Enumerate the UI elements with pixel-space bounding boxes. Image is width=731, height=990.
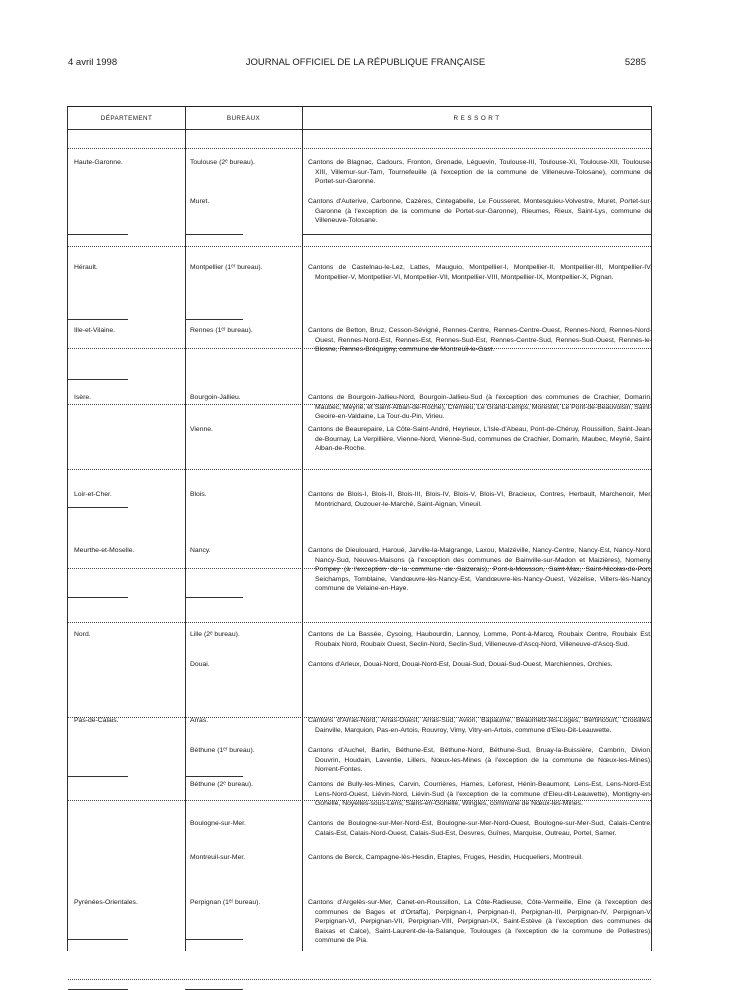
ressort-cell: Cantons d'Auterive, Carbonne, Cazères, Cintegabelle, Le Fousseret, Montesquieu-Volvestre, Muret, Portet-sur-Garonne (à l'exception de la commune de Portet-sur-Garonne), Rieumes, Rieux, Saint-Lys, commune de Villeneuve-Tolosane. xyxy=(308,198,652,225)
ressort-cell: Cantons de Beaurepaire, La Côte-Saint-André, Heyrieux, L'Isle-d'Abeau, Pont-de-Chéruy, Roussillon, Saint-Jean-de-Bournay, La Verpillière, Vienne-Nord, Vienne-Sud, communes de Crachier, Domarin, Maubec, Meyrié, Saint-Alban-de-Roche. xyxy=(308,426,652,453)
bureau-cell: Béthune (2ᵉ bureau). xyxy=(190,781,253,788)
departement-cell: Nord. xyxy=(74,631,91,638)
departement-cell: Loir-et-Cher. xyxy=(74,491,112,498)
departement-cell: Pyrénées-Orientales. xyxy=(74,899,138,906)
column-header-ressort: R E S S O R T xyxy=(453,115,500,122)
ressort-cell: Cantons de Blois-I, Blois-II, Blois-III, Blois-IV, Blois-V, Blois-VI, Bracieux, Contres, Herbault, Marchenoir, Mer, Montrichard, Ouzouer-le-Marché, Saint-Aignan, Vineuil. xyxy=(308,491,652,508)
bureau-cell: Muret. xyxy=(190,198,210,205)
dotted-separator xyxy=(68,469,651,470)
dotted-separator xyxy=(68,979,651,980)
bureau-cell: Bourgoin-Jallieu. xyxy=(190,394,241,401)
departement-cell: Ille-et-Vilaine. xyxy=(74,327,116,334)
rule-line xyxy=(185,776,243,777)
ressort-cell: Cantons de Castelnau-le-Lez, Lattes, Mauguio, Montpellier-I, Montpellier-II, Montpellier-III, Montpellier-IV, Montpellier-V, Montpellier-VI, Montpellier-VII, Montpellier-VIII, Montpellier-IX, Montpellier-X, Pignan. xyxy=(308,264,652,281)
column-header-departement: DÉPARTEMENT xyxy=(100,115,153,122)
page-number: 5285 xyxy=(624,57,646,68)
rule-line xyxy=(68,234,128,235)
bureau-cell: Vienne. xyxy=(190,426,213,433)
departement-cell: Hérault. xyxy=(74,264,98,271)
ressort-cell: Cantons de La Bassée, Cysoing, Haubourdin, Lannoy, Lomme, Pont-à-Marcq, Roubaix Centre, Roubaix Est, Roubaix Nord, Roubaix Ouest, Seclin-Nord, Seclin-Sud, Villeneuve-d'Ascq-Nord, Villeneuve-d'Ascq-Sud. xyxy=(308,631,652,648)
rule-line xyxy=(68,379,128,380)
ressort-cell: Cantons de Dieulouard, Haroué, Jarville-la-Malgrange, Laxou, Malzéville, Nancy-Centre, Nancy-Est, Nancy-Nord, Nancy-Sud, Neuves-Maisons (à l'exception des communes de Bainville-sur-Madon et Maizières), Nomeny, Pompey (à l'exception de la commune de Saizerais), Pont-à-Mousson, Saint-Max, Saint-Nicolas-de-Port, Seichamps, Tomblaine, Vandœuvre-lès-Nancy-Est, Vandœuvre-lès-Nancy-Ouest, Vézelise, Villers-lès-Nancy, commune de Velaine-en-Haye. xyxy=(308,547,652,593)
dotted-separator xyxy=(68,622,651,623)
rule-line xyxy=(185,319,243,320)
rule-line xyxy=(68,319,128,320)
ressort-cell: Cantons de Betton, Bruz, Cesson-Sévigné, Rennes-Centre, Rennes-Centre-Ouest, Rennes-Nord, Rennes-Nord-Ouest, Rennes-Nord-Est, Rennes-Est, Rennes-Sud-Est, Rennes-Centre-Sud, Rennes-Sud-Ouest, Rennes-le-Blosne, Rennes-Bréquigny, commune de Montreuil-le-Gast. xyxy=(308,327,652,354)
ressort-cell: Cantons de Bourgoin-Jallieu-Nord, Bourgoin-Jallieu-Sud (à l'exception des communes de Crachier, Domarin, Maubec, Meyrié, et Saint-Alban-de-Roche), Crémieu, Le Grand-Lemps, Morestel, Le Pont-de-Beauvoisin, Saint-Geoire-en-Valdaine, La Tour-du-Pin, Virieu. xyxy=(308,394,652,421)
rule-line xyxy=(185,597,243,598)
bureau-cell: Douai. xyxy=(190,661,210,668)
bureau-cell: Perpignan (1ᵉʳ bureau). xyxy=(190,899,261,906)
ressort-cell: Cantons d'Argelès-sur-Mer, Canet-en-Roussillon, La Côte-Radieuse, Côte-Vermeille, Elne (à l'exception des communes de Bages et d'Ortaffa), Perpignan-I, Perpignan-II, Perpignan-III, Perpignan-IV, Perpignan-V, Perpignan-VI, Perpignan-VII, Perpignan-VIII, Perpignan-IX, Saint-Estève (à l'exception des communes de Baixas et Calce), Saint-Laurent-de-la-Salanque, Toulouges (à l'exception de la commune de Pollestres), commune de Pia. xyxy=(308,899,652,945)
bureau-cell: Boulogne-sur-Mer. xyxy=(190,820,246,827)
ressort-cell: Cantons d'Arleux, Douai-Nord, Douai-Nord-Est, Douai-Sud, Douai-Sud-Ouest, Marchiennes, Orchies. xyxy=(308,661,613,668)
ressort-cell: Cantons de Blagnac, Cadours, Fronton, Grenade, Léguevin, Toulouse-III, Toulouse-XI, Toulouse-XII, Toulouse-XIII, Villemur-sur-Tarn, Tournefeuille (à l'exception de la commune de Villeneuve-Tolosane), commune de Portet-sur-Garonne. xyxy=(308,159,652,186)
rule-line xyxy=(68,776,128,777)
departement-cell: Isère. xyxy=(74,394,91,401)
ressort-cell: Cantons de Boulogne-sur-Mer-Nord-Est, Boulogne-sur-Mer-Nord-Ouest, Boulogne-sur-Mer-Sud, Calais-Centre, Calais-Est, Calais-Nord-Ouest, Calais-Sud-Est, Desvres, Guînes, Marquise, Outreau, Portel, Samer. xyxy=(308,820,652,837)
header-date: 4 avril 1998 xyxy=(68,57,118,68)
bureau-cell: Montreuil-sur-Mer. xyxy=(190,854,246,861)
ressort-cell: Cantons d'Arras-Nord, Arras-Ouest, Arras-Sud, Avion, Bapaume, Beaumetz-lès-Loges, Bertincourt, Croisilles, Dainville, Marquion, Pas-en-Artois, Rouvroy, Vimy, Vitry-en-Artois, commune d'Eleu-Dit-Leauwette. xyxy=(308,717,652,734)
rule-line xyxy=(185,939,243,940)
rule-line xyxy=(68,939,128,940)
journal-title: JOURNAL OFFICIEL DE LA RÉPUBLIQUE FRANÇAISE xyxy=(245,57,486,68)
rule-line xyxy=(68,597,128,598)
departement-cell: Pas-de-Calais. xyxy=(74,717,119,724)
dotted-separator xyxy=(68,246,651,247)
rule-line xyxy=(185,234,243,235)
bureau-cell: Nancy. xyxy=(190,547,211,554)
bureau-cell: Béthune (1ᵉʳ bureau). xyxy=(190,747,255,754)
bureau-cell: Montpellier (1ᵉʳ bureau). xyxy=(190,264,263,271)
ressort-cell: Cantons d'Auchel, Barlin, Béthune-Est, Béthune-Nord, Béthune-Sud, Bruay-la-Buissière, Cambrin, Divion, Douvrin, Houdain, Laventie, Lillers, Nœux-les-Mines (à l'exception de la commune de Nœux-les-Mines), Norrent-Fontes. xyxy=(308,747,652,774)
bureau-cell: Lille (2ᵉ bureau). xyxy=(190,631,240,638)
dotted-separator xyxy=(68,148,651,149)
departement-cell: Haute-Garonne. xyxy=(74,159,123,166)
column-header-bureaux: BUREAUX xyxy=(226,115,261,122)
ressort-table xyxy=(67,106,652,951)
bureau-cell: Toulouse (2ᵉ bureau). xyxy=(190,159,255,166)
bureau-cell: Arras. xyxy=(190,717,209,724)
departement-cell: Meurthe-et-Moselle. xyxy=(74,547,135,554)
ressort-cell: Cantons de Bully-les-Mines, Carvin, Courrières, Harnes, Leforest, Hénin-Beaumont, Lens-Est, Lens-Nord-Est, Lens-Nord-Ouest, Liévin-Nord, Liévin-Sud (à l'exception de la commune d'Eleu-dit-Leauwette), Montigny-en-Gohelle, Noyelles-sous-Lens, Sains-en-Gohelle, Wingles, commune de Nœux-les-Mines. xyxy=(308,781,652,808)
ressort-cell: Cantons de Berck, Campagne-lès-Hesdin, Etaples, Fruges, Hesdin, Hucqueliers, Montreuil. xyxy=(308,854,584,861)
rule-line xyxy=(302,234,651,235)
bureau-cell: Blois. xyxy=(190,491,207,498)
table-header-row xyxy=(68,107,651,130)
rule-line xyxy=(68,507,128,508)
bureau-cell: Rennes (1ᵉʳ bureau). xyxy=(190,327,253,334)
